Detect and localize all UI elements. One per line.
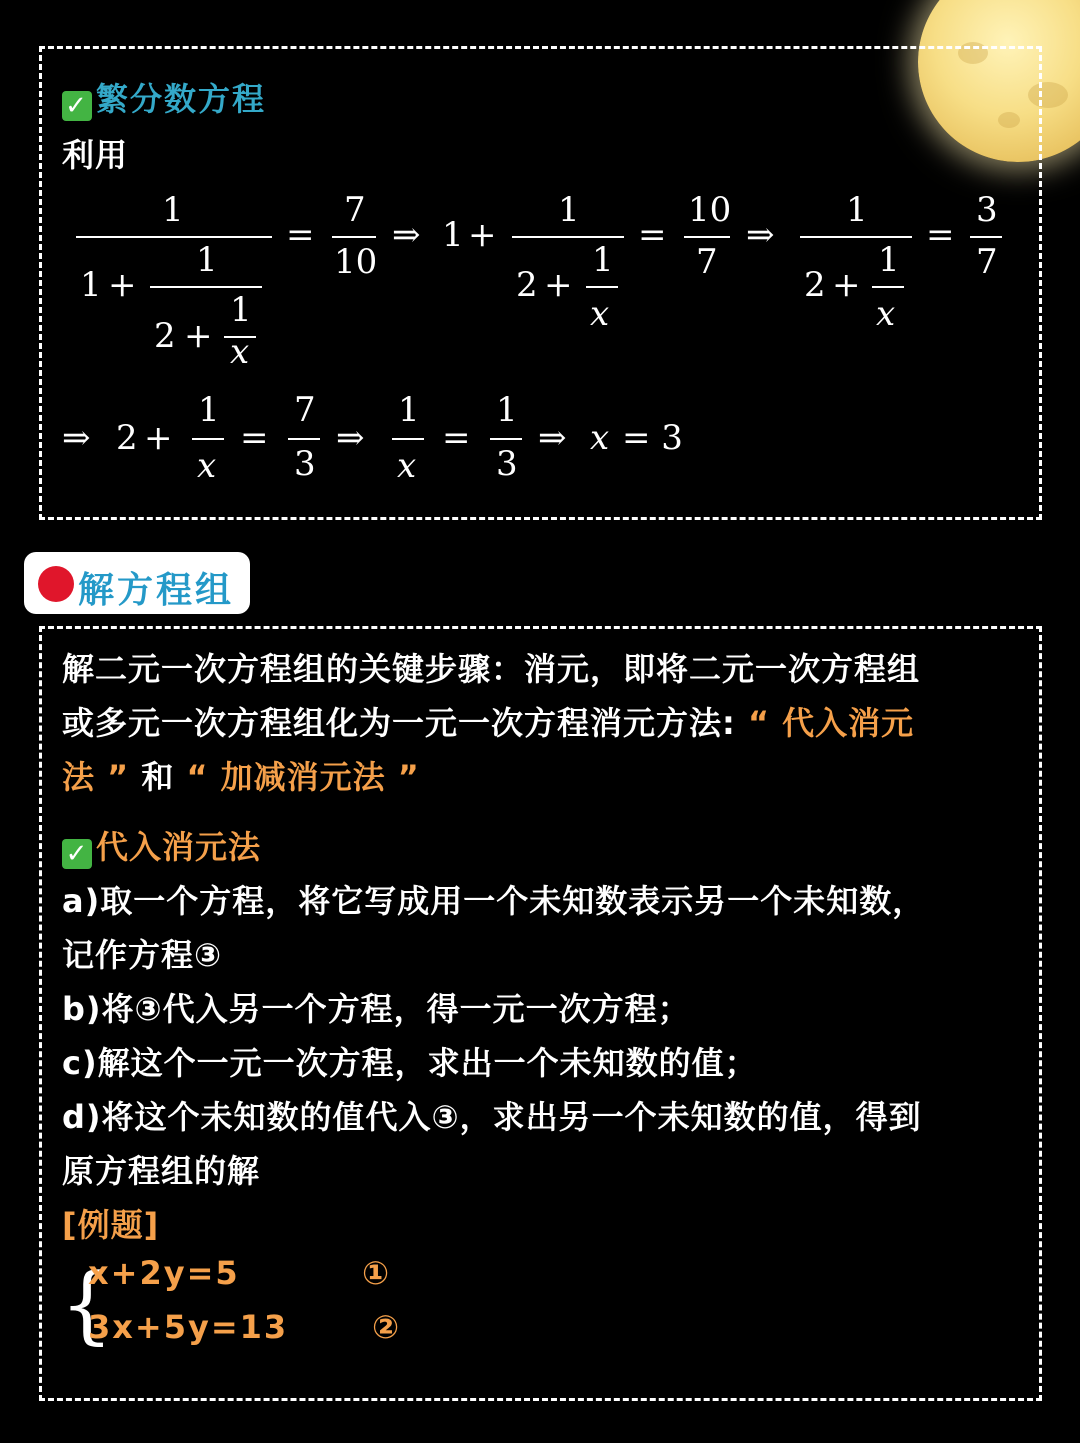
math-variable: x [397,446,417,486]
subtitle-substitution [62,822,261,869]
fraction-bar [332,236,376,238]
para-connector: 和 [141,758,175,796]
fraction-bar [800,236,912,238]
subtitle-text: 代入消元法 [96,828,262,866]
step-a-cont: 记作方程③ [62,936,223,974]
math-variable: x [590,418,610,458]
equation-brace: { [60,1255,114,1353]
fraction-bar [872,286,904,288]
fraction-bar [76,236,272,238]
step-b: b)将③代入另一个方程，得一元一次方程； [62,990,691,1028]
step-a: a)取一个方程，将它写成用一个未知数表示另一个未知数， [62,882,926,920]
math-arrow: ⇒ [746,215,775,255]
equation-2: 3x+5y=13 [88,1308,289,1346]
math-plus: + [108,265,137,305]
math-arrow: ⇒ [336,418,365,458]
math-denominator: 10 [334,242,378,282]
math-denominator: 7 [696,242,718,282]
math-equals: = [442,418,471,458]
math-plus: + [832,265,861,305]
math-term: 1 [80,265,102,305]
math-final-result: = 3 [622,418,683,458]
fraction-bar [970,236,1002,238]
math-numerator: 7 [344,190,366,230]
math-denominator: 3 [496,444,518,484]
math-numerator: 1 [878,240,900,280]
math-term: 1 [442,215,464,255]
fraction-bar [192,438,224,440]
math-arrow: ⇒ [538,418,567,458]
math-numerator: 1 [230,290,252,330]
equation-1-number: ① [362,1254,391,1292]
fraction-title-text: 繁分数方程 [96,80,267,118]
badge-label: 解方程组 [78,570,235,611]
math-term: 2 [804,265,826,305]
intro-text: 利用 [62,136,129,174]
math-numerator: 1 [592,240,614,280]
math-plus: + [184,316,213,356]
section-title-fraction [62,74,266,121]
math-numerator: 1 [162,190,184,230]
fraction-bar [586,286,618,288]
math-equals: = [638,215,667,255]
fraction-bar [512,236,624,238]
math-equals: = [286,215,315,255]
math-equals: = [240,418,269,458]
red-dot-icon [38,566,74,602]
para-line-2 [62,698,914,744]
math-numerator: 1 [496,390,518,430]
para-highlight-tail: 法 ” [62,758,130,796]
step-c: c)解这个一元一次方程，求出一个未知数的值； [62,1044,758,1082]
math-numerator: 10 [688,190,732,230]
math-variable: x [590,294,610,334]
para-highlight-elimination: “ 加减消元法 ” [186,758,420,796]
fraction-bar [684,236,730,238]
math-arrow: ⇒ [62,418,91,458]
math-numerator: 1 [198,390,220,430]
math-numerator: 1 [846,190,868,230]
para-line-3 [62,752,420,798]
math-variable: x [876,294,896,334]
math-plus: + [144,418,173,458]
math-arrow: ⇒ [392,215,421,255]
math-denominator: 3 [294,444,316,484]
math-equals: = [926,215,955,255]
math-denominator: 7 [976,242,998,282]
equation-1: x+2y=5 [88,1254,240,1292]
equation-2-number: ② [372,1308,401,1346]
para-line-1: 解二元一次方程组的关键步骤：消元，即将二元一次方程组 [62,650,921,688]
fraction-bar [392,438,424,440]
math-numerator: 3 [976,190,998,230]
step-d-cont: 原方程组的解 [62,1152,261,1190]
example-label: [例题] [62,1206,160,1244]
math-term: 2 [116,418,138,458]
math-numerator: 1 [196,240,218,280]
fraction-bar [490,438,522,440]
math-plus: + [544,265,573,305]
math-plus: + [468,215,497,255]
fraction-bar [150,286,262,288]
step-d: d)将这个未知数的值代入③，求出另一个未知数的值，得到 [62,1098,922,1136]
checkmark-icon: ✓ [62,91,92,121]
math-numerator: 1 [398,390,420,430]
math-numerator: 1 [558,190,580,230]
checkmark-icon: ✓ [62,839,92,869]
math-term: 2 [516,265,538,305]
fraction-bar [288,438,320,440]
para-line-2-text: 或多元一次方程组化为一元一次方程消元方法: [62,704,748,742]
math-variable: x [197,446,217,486]
math-variable: x [230,332,250,372]
math-numerator: 7 [294,390,316,430]
para-highlight-substitution: “ 代入消元 [747,704,915,742]
math-term: 2 [154,316,176,356]
